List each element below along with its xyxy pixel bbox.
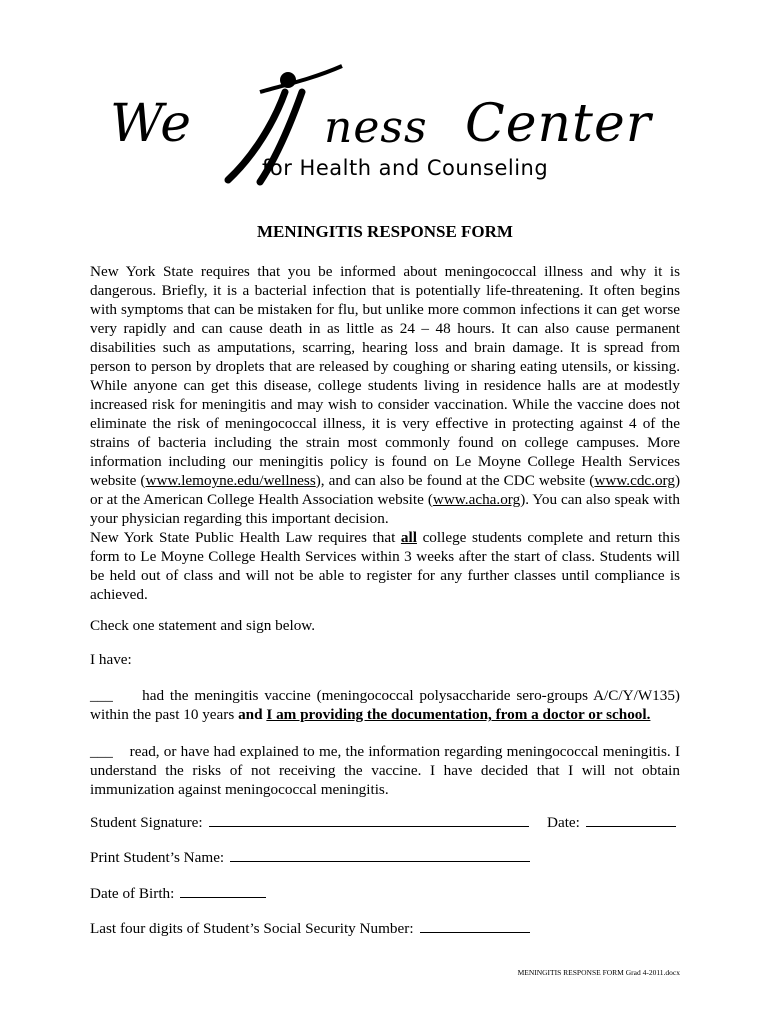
info-text: ) or at the American College Health Association website (: [90, 472, 680, 508]
lemoyne-link[interactable]: www.lemoyne.edu/wellness: [145, 472, 316, 489]
instruction-text: Check one statement and sign below.: [90, 617, 316, 634]
ssn-label: Last four digits of Student’s Social Security Number:: [90, 920, 414, 937]
info-text: New York State requires that you be informed about meningococcal illness and why it is dangerous. Briefly, it is a bacterial infection that is potentially life-threatening. It often begins with symptoms that can be mistaken for flu, but unlike more common infections it can get worse very rapidly and can cause death in as little as 24 – 48 hours. It can also cause permanent disabilities such as amputations, scarring, hearing loss and brain damage. It is spread from person to person by droplets that are released by coughing or sharing eating utensils, or kissing. While anyone can get this disease, college students living in residence halls are at modestly increased risk for meningitis and may wish to consider vaccination. While the vaccine does not eliminate the risk of meningococcal illness, it is very effective in protecting against 4 of the strains of bacteria including the strain most commonly found on college campuses. More information including our meningitis policy is found on Le Moyne College Health Services website (: [90, 263, 680, 489]
ssn-field: [90, 918, 530, 938]
vaccinated-option: [90, 686, 680, 724]
acha-link[interactable]: www.acha.org: [432, 491, 521, 508]
dob-input-line[interactable]: [180, 883, 266, 898]
ssn-input-line[interactable]: [420, 918, 530, 933]
logo-subtitle: for Health and Counseling: [262, 156, 549, 180]
date-field: [547, 812, 676, 832]
wellness-center-logo: [110, 60, 670, 190]
name-label: Print Student’s Name:: [90, 849, 225, 866]
logo-word-center: Center: [465, 94, 652, 154]
logo-word-we: We: [110, 94, 192, 154]
dob-field: [90, 883, 266, 903]
form-title: MENINGITIS RESPONSE FORM: [257, 222, 513, 241]
vaccinated-checkbox-blank[interactable]: ___: [90, 687, 113, 704]
vaccinated-option-bold: and: [238, 706, 267, 723]
declined-option: [90, 742, 680, 799]
signature-input-line[interactable]: [209, 812, 529, 827]
law-emphasis: all: [400, 529, 417, 546]
date-label: Date:: [547, 814, 580, 831]
declined-option-text: read, or have had explained to me, the information regarding meningococcal meningitis. I understand the risks of not receiving the vaccine. I have decided that I will not obtain immunization against meningococcal meningitis.: [90, 743, 681, 798]
date-input-line[interactable]: [586, 812, 676, 827]
law-text: New York State Public Health Law requires that: [90, 529, 401, 546]
vaccinated-option-text: had the meningitis vaccine (meningococcal polysaccharide sero-groups A/C/Y/W135) within the past 10 years: [90, 687, 680, 723]
info-text: ), and can also be found at the CDC website (: [315, 472, 595, 489]
law-paragraph: [90, 528, 680, 604]
name-input-line[interactable]: [230, 847, 530, 862]
signature-label: Student Signature:: [90, 814, 203, 831]
footer-filename: MENINGITIS RESPONSE FORM Grad 4-2011.docx: [517, 968, 680, 977]
law-text: college students complete and return this form to Le Moyne College Health Services within 3 weeks after the start of class. Students will be held out of class and will not be able to register for any further classes until compliance is achieved.: [90, 529, 680, 603]
signature-field: [90, 812, 529, 832]
declined-checkbox-blank[interactable]: ___: [90, 743, 113, 760]
cdc-link[interactable]: www.cdc.org: [594, 472, 675, 489]
vaccinated-option-documentation: I am providing the documentation, from a doctor or school.: [266, 706, 651, 723]
logo-word-ness: ness: [324, 102, 428, 153]
i-have-label: I have:: [90, 651, 132, 668]
info-text: ). You can also speak with your physician regarding this important decision.: [90, 491, 680, 527]
name-field: [90, 847, 530, 867]
dob-label: Date of Birth:: [90, 885, 175, 902]
info-paragraph: [90, 262, 680, 528]
